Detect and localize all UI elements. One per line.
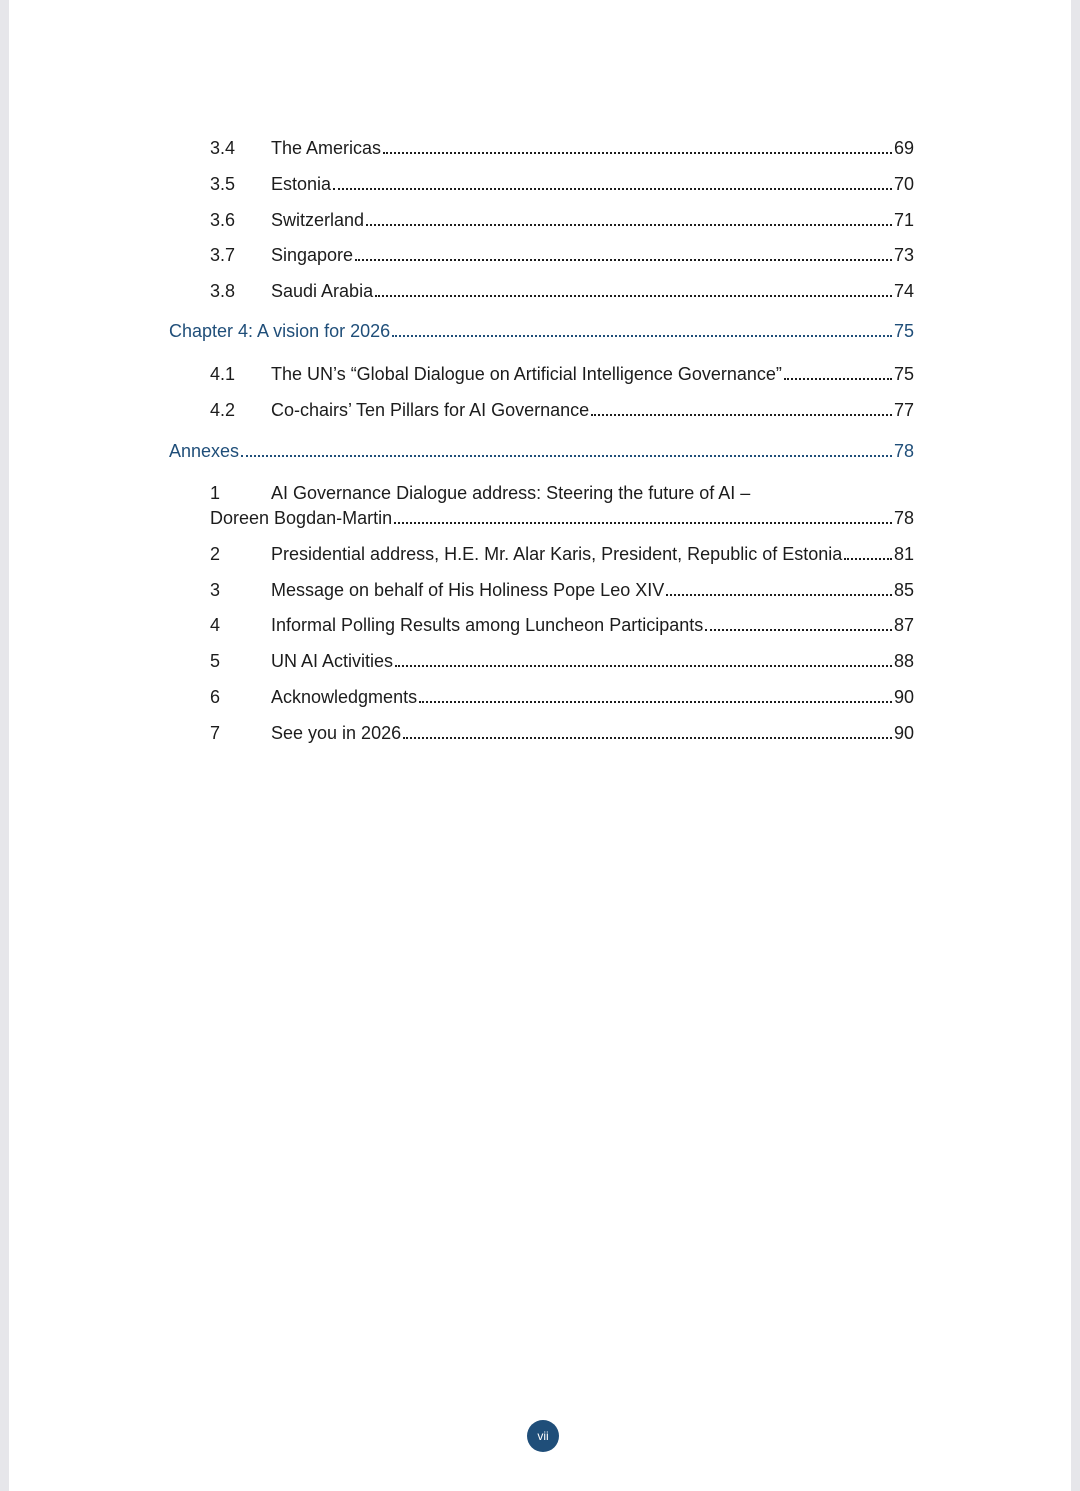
toc-chapter-title: Chapter 4: A vision for 2026 [169,321,391,342]
toc-page: 75 [893,364,914,385]
toc-number: 3.8 [210,281,236,302]
toc-page: 87 [893,615,914,636]
toc-page: 71 [893,209,914,230]
dot-leader [403,736,892,739]
dot-leader [419,700,892,703]
toc-number: 4 [210,615,221,636]
toc-title: Message on behalf of His Holiness Pope Leo XIV [271,579,665,600]
toc-page: 81 [893,543,914,564]
toc-entry-3-8[interactable] [169,279,914,303]
toc-number: 3.5 [210,173,236,194]
dot-leader [591,413,892,416]
toc-title: Presidential address, H.E. Mr. Alar Karis, President, Republic of Estonia [271,543,843,564]
dot-leader [394,521,892,524]
toc-entry-4-2[interactable] [169,398,914,422]
toc-number: 3 [210,579,221,600]
toc-title-line2: Doreen Bogdan-Martin [210,507,393,528]
toc-entry-3-7[interactable] [169,243,914,267]
toc-title: The UN’s “Global Dialogue on Artificial Intelligence Governance” [271,364,782,385]
dot-leader [784,377,892,380]
toc-title: Saudi Arabia [271,281,374,302]
toc-number: 5 [210,651,221,672]
toc-title: Informal Polling Results among Luncheon Participants [271,615,704,636]
toc-title: Acknowledgments [271,686,418,707]
toc-chapter-4[interactable] [169,319,914,343]
toc-number: 1 [210,482,221,503]
toc-annex-2[interactable] [169,542,914,566]
toc-number: 6 [210,686,221,707]
dot-leader [392,334,892,337]
dot-leader [666,593,892,596]
toc-number: 2 [210,543,221,564]
toc-entry-3-5[interactable] [169,172,914,196]
toc-page: 70 [893,173,914,194]
toc-number: 3.7 [210,245,236,266]
dot-leader [375,294,892,297]
dot-leader [383,151,892,154]
table-of-contents [169,136,914,745]
toc-number: 4.2 [210,399,236,420]
toc-title-line1: AI Governance Dialogue address: Steering the future of AI – [271,482,751,503]
dot-leader [366,223,892,226]
toc-entry-4-1[interactable] [169,362,914,386]
toc-title: See you in 2026 [271,722,402,743]
toc-annex-7[interactable] [169,721,914,745]
toc-annex-1[interactable] [169,481,914,530]
toc-number: 3.6 [210,209,236,230]
toc-title: Singapore [271,245,354,266]
toc-page: 74 [893,281,914,302]
dot-leader [241,454,892,457]
toc-number: 7 [210,722,221,743]
toc-number: 4.1 [210,364,236,385]
toc-annex-3[interactable] [169,578,914,602]
toc-page: 77 [893,399,914,420]
toc-annex-4[interactable] [169,613,914,637]
page-number-badge: vii [527,1420,559,1452]
dot-leader [355,258,892,261]
dot-leader [705,628,892,631]
toc-page: 78 [893,440,914,461]
toc-title: Co-chairs’ Ten Pillars for AI Governance [271,399,590,420]
toc-page: 88 [893,651,914,672]
dot-leader [333,187,892,190]
toc-annex-5[interactable] [169,649,914,673]
dot-leader [395,664,892,667]
toc-entry-3-6[interactable] [169,208,914,232]
toc-chapter-title: Annexes [169,440,240,461]
toc-page: 90 [893,686,914,707]
dot-leader [844,557,892,560]
toc-number: 3.4 [210,138,236,158]
toc-title: UN AI Activities [271,651,394,672]
toc-page: 73 [893,245,914,266]
document-page [9,0,1071,1491]
toc-title: Estonia [271,173,332,194]
toc-page: 75 [893,321,914,342]
toc-annex-6[interactable] [169,685,914,709]
toc-page: 78 [893,507,914,528]
toc-title: Switzerland [271,209,365,230]
toc-page: 85 [893,579,914,600]
toc-title: The Americas [271,138,382,158]
toc-annexes[interactable] [169,439,914,463]
toc-page: 90 [893,722,914,743]
toc-entry-3-4[interactable] [169,136,914,160]
toc-page: 69 [893,138,914,158]
